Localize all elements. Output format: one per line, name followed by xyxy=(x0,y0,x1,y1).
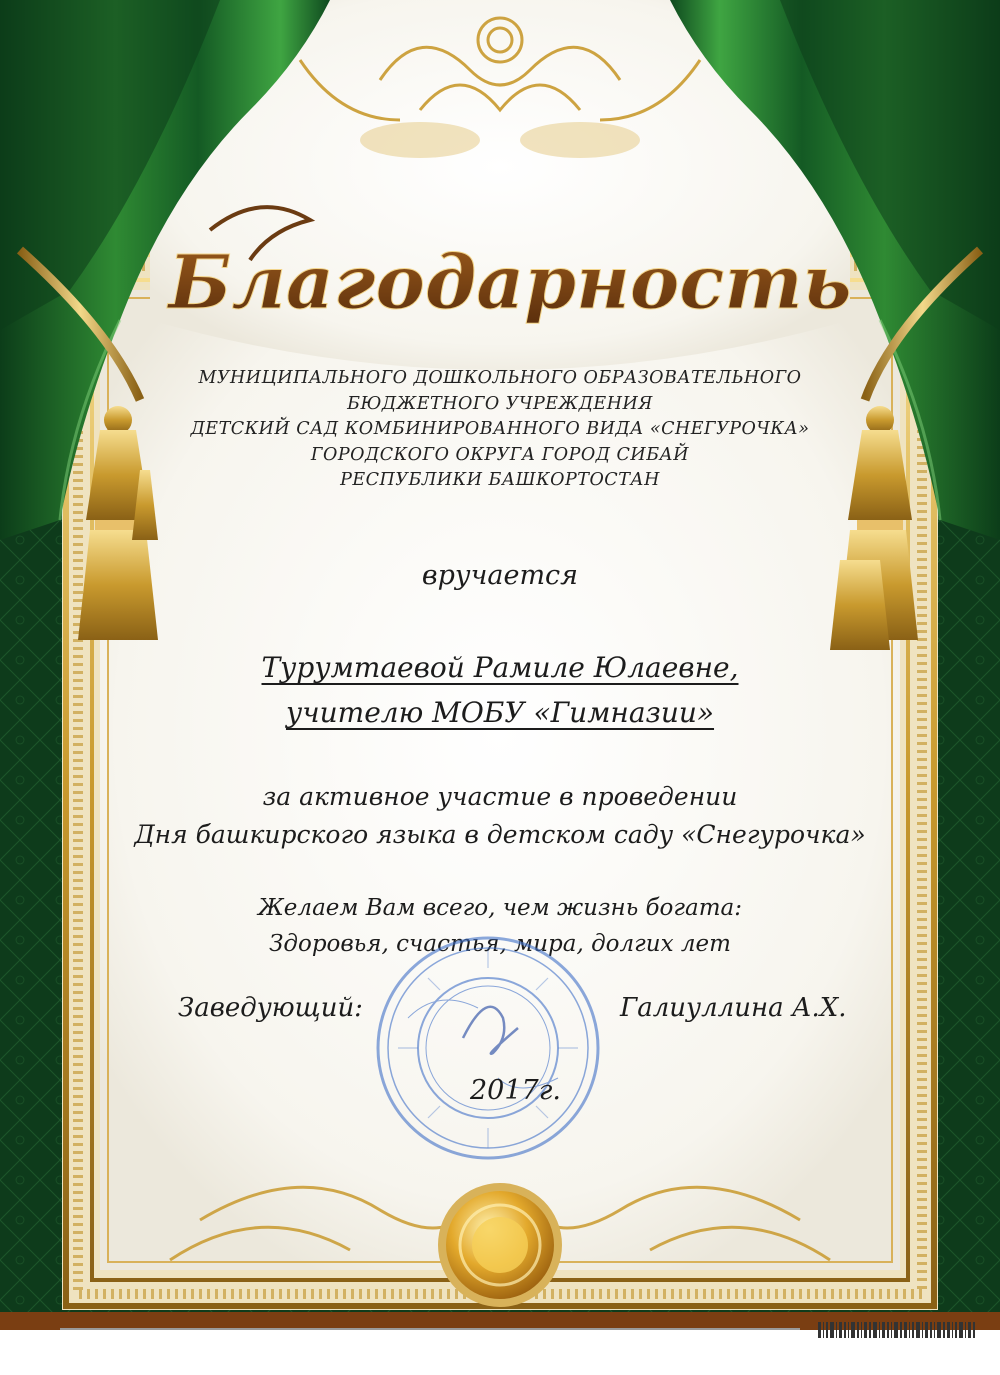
wish-line: Здоровья, счастья, мира, долгих лет xyxy=(269,931,731,957)
organization-line: ДЕТСКИЙ САД КОМБИНИРОВАННОГО ВИДА «СНЕГУРОЧКА» xyxy=(190,419,810,439)
signer-name: Галиуллина А.Х. xyxy=(620,993,847,1023)
recipient-name: Турумтаевой Рамиле Юлаевне, xyxy=(261,651,739,684)
footer-line xyxy=(60,1328,800,1330)
barcode xyxy=(818,1322,978,1338)
awarded-verb: вручается xyxy=(421,560,579,591)
official-stamp xyxy=(368,928,608,1168)
organization-line: ГОРОДСКОГО ОКРУГА ГОРОД СИБАЙ xyxy=(310,444,690,465)
wish-line: Желаем Вам всего, чем жизнь богата: xyxy=(257,895,743,921)
organization-line: МУНИЦИПАЛЬНОГО ДОШКОЛЬНОГО ОБРАЗОВАТЕЛЬНОГО xyxy=(198,368,802,388)
signer-role: Заведующий: xyxy=(178,993,363,1023)
organization-line: БЮДЖЕТНОГО УЧРЕЖДЕНИЯ xyxy=(347,393,653,414)
organization-line: РЕСПУБЛИКИ БАШКОРТОСТАН xyxy=(340,470,660,490)
organization-block xyxy=(0,366,1000,494)
reason-line: за активное участие в проведении xyxy=(262,782,738,811)
reason-line: Дня башкирского языка в детском саду «Снегурочка» xyxy=(134,820,866,849)
recipient-block xyxy=(0,645,1000,735)
certificate-title-text: Благодарность xyxy=(168,240,852,326)
certificate-title xyxy=(150,190,870,340)
recipient-position: учителю МОБУ «Гимназии» xyxy=(285,696,715,729)
reason-block xyxy=(0,778,1000,854)
issue-year: 2017г. xyxy=(470,1075,561,1106)
